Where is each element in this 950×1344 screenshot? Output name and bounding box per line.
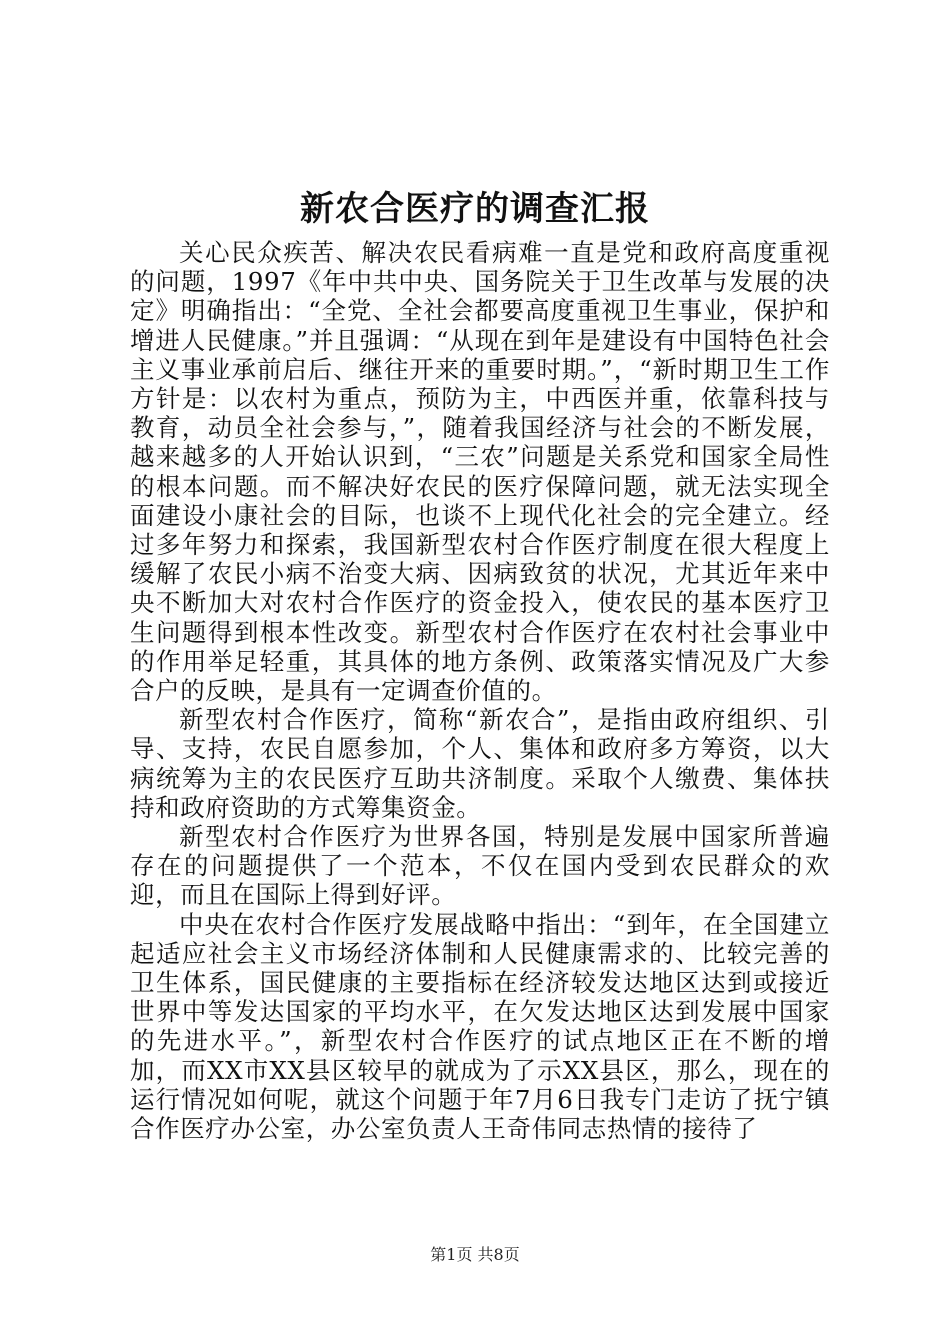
page-number-footer: 第1页 共8页 xyxy=(430,1245,520,1264)
document-title: 新农合医疗的调查汇报 xyxy=(300,189,650,229)
paragraph-4: 中央在农村合作医疗发展战略中指出：“到年，在全国建立起适应社会主义市场经济体制和人民健康需求的、比较完善的卫生体系，国民健康的主要指标在经济较发达地区达到或接近世界中等发达国家的平均水平，在欠发达地区达到发展中国家的先进水平。”，新型农村合作医疗的试点地区正在不断的增加，而XX市XX县区较早的就成为了示XX县区，那么，现在的运行情况如何呢，就这个问题于年7月6日我专门走访了抚宁镇合作医疗办公室，办公室负责人王奇伟同志热情的接待了 xyxy=(130,909,830,1144)
document-body xyxy=(130,238,830,1143)
paragraph-1: 关心民众疾苦、解决农民看病难一直是党和政府高度重视的问题，1997《年中共中央、国务院关于卫生改革与发展的决定》明确指出：“全党、全社会都要高度重视卫生事业，保护和增进人民健康。”并且强调：“从现在到年是建设有中国特色社会主义事业承前启后、继往开来的重要时期。”，“新时期卫生工作方针是：以农村为重点，预防为主，中西医并重，依靠科技与教育，动员全社会参与，”，随着我国经济与社会的不断发展，越来越多的人开始认识到，“三农”问题是关系党和国家全局性的根本问题。而不解决好农民的医疗保障问题，就无法实现全面建设小康社会的目际，也谈不上现代化社会的完全建立。经过多年努力和探索，我国新型农村合作医疗制度在很大程度上缓解了农民小病不治变大病、因病致贫的状况，尤其近年来中央不断加大对农村合作医疗的资金投入，使农民的基本医疗卫生问题得到根本性改变。新型农村合作医疗在农村社会事业中的作用举足轻重，其具体的地方条例、政策落实情况及广大参合户的反映，是具有一定调查价值的。 xyxy=(130,238,830,706)
paragraph-3: 新型农村合作医疗为世界各国，特别是发展中国家所普遍存在的问题提供了一个范本，不仅在国内受到农民群众的欢迎，而且在国际上得到好评。 xyxy=(130,822,830,910)
paragraph-2: 新型农村合作医疗，简称“新农合”，是指由政府组织、引导、支持，农民自愿参加，个人、集体和政府多方筹资，以大病统筹为主的农民医疗互助共济制度。采取个人缴费、集体扶持和政府资助的方式筹集资金。 xyxy=(130,705,830,822)
